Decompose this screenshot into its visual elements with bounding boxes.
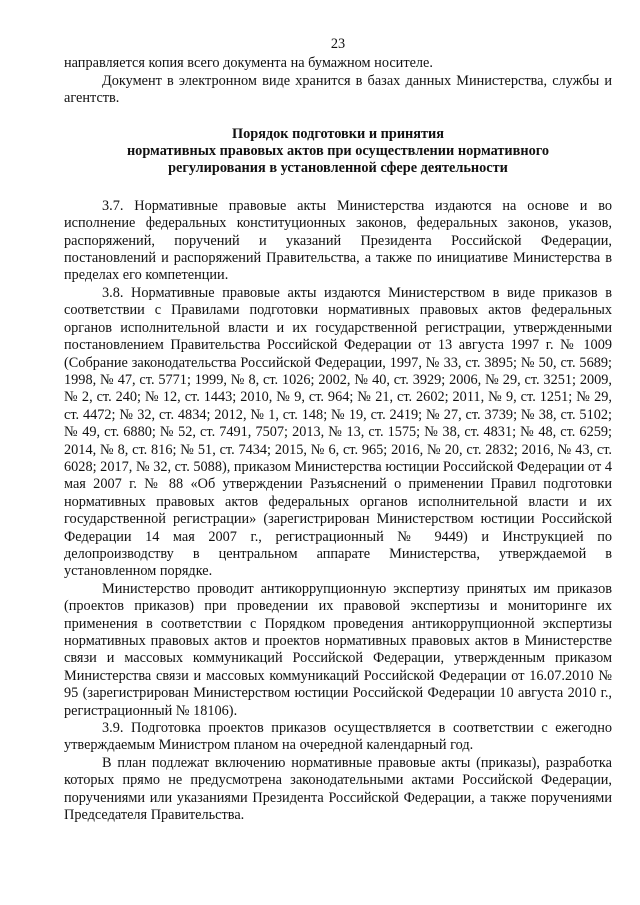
paragraph-3-7: 3.7. Нормативные правовые акты Министерства издаются на основе и во исполнение федеральных конституционных законов, федеральных законов, указов, распоряжений, поручений и указаний Президента Российской Федерации, постановлений и распоряжений Правительства, а также по инициативе Министерства в пределах его компетенции. (64, 197, 612, 284)
section-heading-line: Порядок подготовки и принятия (231, 125, 445, 142)
intro-line: направляется копия всего документа на бумажном носителе. (64, 55, 433, 72)
paragraph-3-8: 3.8. Нормативные правовые акты издаются Министерством в виде приказов в соответствии с Правилами подготовки нормативных правовых актов федеральных органов исполнительной власти и их государственной регистрации, утвержденными постановлением Правительства Российской Федерации от 13 августа 1997 г. № 1009 (Собрание законодательства Российской Федерации, 1997, № 33, ст. 3895; № 50, ст. 5689; 1998, № 47, ст. 5771; 1999, № 8, ст. 1026; 2002, № 40, ст. 3929; 2006, № 29, ст. 3251; 2009, № 2, ст. 240; № 12, ст. 1443; 2010, № 9, ст. 964; № 21, ст. 2602; 2011, № 9, ст. 1251; № 29, ст. 4472; № 32, ст. 4834; 2012, № 1, ст. 148; № 19, ст. 2419; № 27, ст. 3739; № 38, ст. 5102; № 49, ст. 6880; № 52, ст. 7491, 7507; 2013, № 13, ст. 1575; № 38, ст. 4831; № 48, ст. 6259; 2014, № 8, ст. 816; № 51, ст. 7434; 2015, № 6, ст. 965; 2016, № 20, ст. 2832; 2016, № 43, ст. 6028; 2017, № 32, ст. 5088), приказом Министерства юстиции Российской Федерации от 4 мая 2007 г. № 88 «Об утверждении Разъяснений о применении Правил подготовки нормативных правовых актов федеральных органов исполнительной власти и их государственной регистрации» (зарегистрирован Министерством юстиции Российской Федерации 14 мая 2007 г., регистрационный № 9449) и Инструкцией по делопроизводству в центральном аппарате Министерства, утверждаемой в установленном порядке. (64, 284, 612, 580)
page-number: 23 (330, 36, 346, 52)
section-heading-line: нормативных правовых актов при осуществлении нормативного (126, 143, 550, 160)
paragraph-anticorruption: Министерство проводит антикоррупционную экспертизу принятых им приказов (проектов приказов) при проведении их правовой экспертизы и мониторинге их применения в соответствии с Порядком проведения антикоррупционной экспертизы нормативных правовых актов и проектов нормативных правовых актов в Министерстве связи и массовых коммуникаций Российской Федерации, утвержденным приказом Министерства связи и массовых коммуникаций Российской Федерации от 16.07.2010 № 95 (зарегистрирован Министерством юстиции Российской Федерации 10 августа 2010 г., регистрационный № 18106). (64, 580, 612, 719)
section-heading (64, 126, 612, 178)
document-page (64, 36, 612, 824)
intro-paragraph: Документ в электронном виде хранится в базах данных Министерства, службы и агентств. (64, 72, 612, 107)
section-heading-line: регулирования в установленной сфере деятельности (168, 160, 508, 177)
paragraph-3-9: 3.9. Подготовка проектов приказов осуществляется в соответствии с ежегодно утверждаемым Министром планом на очередной календарный год. (64, 720, 612, 754)
paragraph-plan: В план подлежат включению нормативные правовые акты (приказы), разработка которых прямо не предусмотрена законодательными актами Российской Федерации, поручениями или указаниями Президента Российской Федерации, а также поручениями Председателя Правительства. (64, 754, 612, 824)
